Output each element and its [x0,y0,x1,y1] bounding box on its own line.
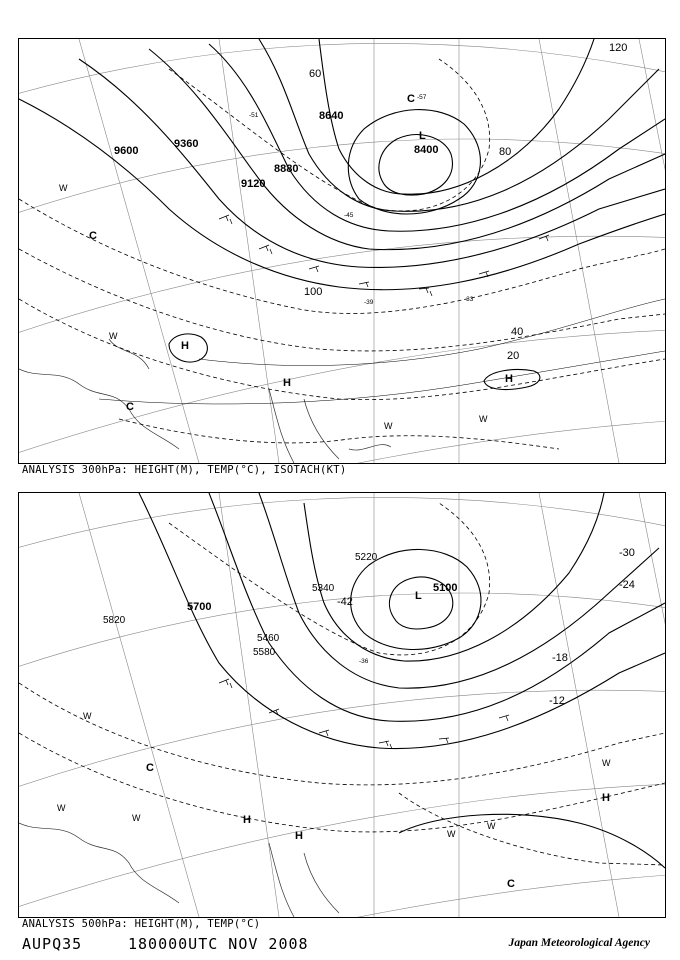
weather-chart-300hpa [19,39,665,463]
isotach-label-100: 100 [304,286,323,298]
graticule [19,493,665,917]
warm-center-symbol: W [479,414,488,424]
height-label-5220: 5220 [355,552,378,563]
cold-center-symbol: C [126,401,134,413]
high-pressure-symbol: H [602,792,610,804]
height-label-8640: 8640 [319,110,344,122]
low-pressure-symbol: L [415,590,422,602]
temp-label: -33 [464,296,474,303]
cold-center-symbol: C [407,93,415,105]
isotach-label-80: 80 [499,146,512,158]
high-pressure-symbol: H [181,340,189,352]
caption-300hpa: ANALYSIS 300hPa: HEIGHT(M), TEMP(°C), ISOTACH(KT) [22,464,347,476]
warm-center-symbol: W [109,331,118,341]
warm-center-symbol: W [57,803,66,813]
map-panel-300hpa [18,38,666,464]
map-panel-500hpa [18,492,666,918]
warm-center-symbol: W [602,758,611,768]
height-label-5340: 5340 [312,583,335,594]
cold-center-symbol: C [89,230,97,242]
isotherms [19,503,665,865]
temp-label: -45 [344,212,354,219]
warm-center-symbol: W [59,183,68,193]
temp-label-24: -24 [619,579,635,591]
high-pressure-symbol: H [283,377,291,389]
coastline [19,823,339,917]
caption-500hpa: ANALYSIS 500hPa: HEIGHT(M), TEMP(°C) [22,918,261,930]
height-label-8880: 8880 [274,163,299,175]
warm-center-symbol: W [83,711,92,721]
temp-label-30: -30 [619,547,635,559]
wind-barbs [219,215,549,296]
height-label-5460: 5460 [257,633,280,644]
coastline [19,339,391,463]
isotach-label-40: 40 [511,326,524,338]
height-label-9360: 9360 [174,138,199,150]
agency-name: Japan Meteorological Agency [508,937,650,949]
temp-label-36: -36 [359,658,369,665]
height-label-9120: 9120 [241,178,266,190]
height-label-5580: 5580 [253,647,276,658]
wind-barbs [219,679,509,749]
warm-center-symbol: W [487,821,496,831]
chart-code: AUPQ35 [22,935,83,953]
temp-label-12: -12 [549,695,565,707]
weather-chart-500hpa [19,493,665,917]
warm-center-symbol: W [447,829,456,839]
high-pressure-symbol: H [505,373,513,385]
warm-center-symbol: W [384,421,393,431]
isotach-label-20: 20 [507,350,520,362]
cold-center-symbol: C [146,762,154,774]
valid-time: 180000UTC NOV 2008 [128,935,309,953]
warm-center-symbol: W [132,813,141,823]
height-label-5100: 5100 [433,582,458,594]
temp-label: -51 [249,112,259,119]
height-label-9600: 9600 [114,145,139,157]
high-pressure-symbol: H [295,830,303,842]
height-label-5820: 5820 [103,615,126,626]
temp-label: -39 [364,299,374,306]
height-contours [139,493,665,868]
low-pressure-symbol: L [419,130,426,142]
cold-center-symbol: C [507,878,515,890]
high-pressure-symbol: H [243,814,251,826]
height-label-5700: 5700 [187,601,212,613]
temp-label-18: -18 [552,652,568,664]
isotach-label-120: 120 [609,42,628,54]
isotach-label-60: 60 [309,68,322,80]
height-label-8400: 8400 [414,144,439,156]
temp-label: -57 [417,94,427,101]
temp-label-42: -42 [337,596,353,608]
